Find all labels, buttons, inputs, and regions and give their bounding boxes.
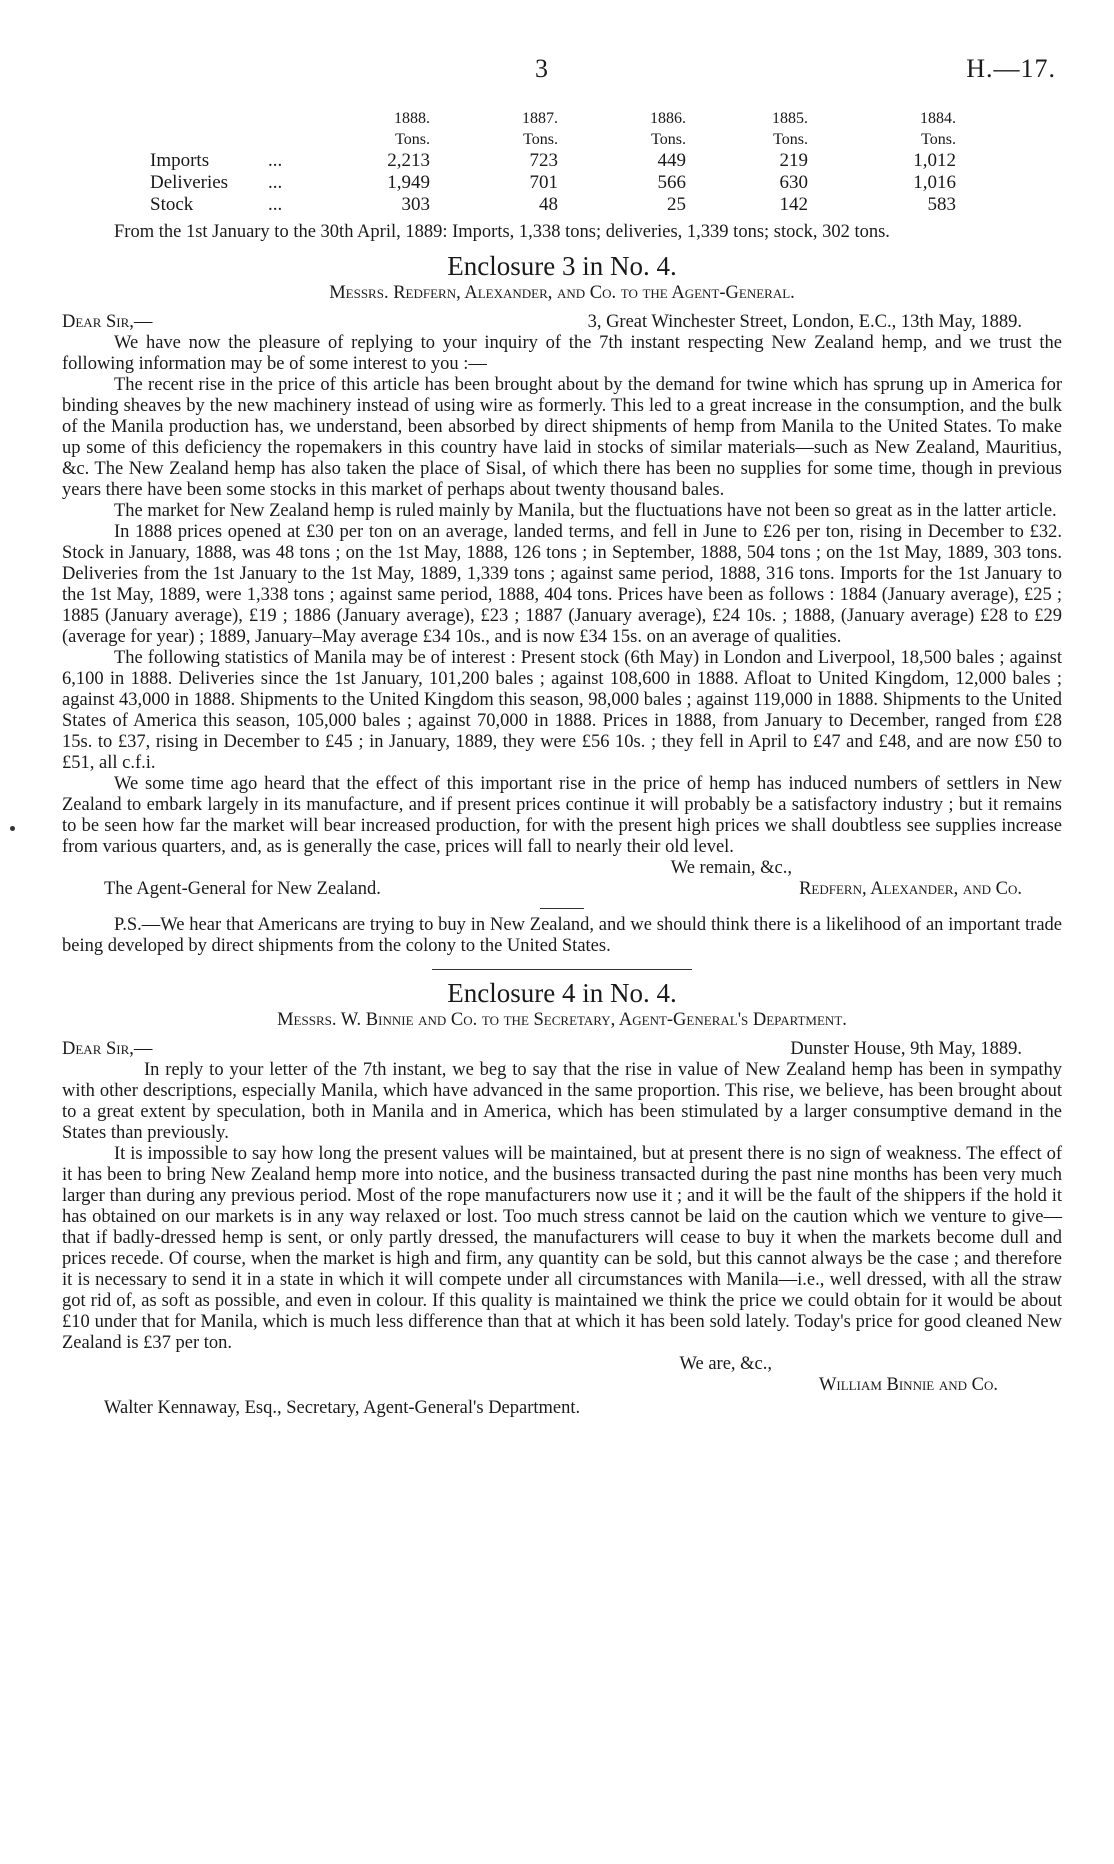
unit-header: Tons. (523, 131, 558, 148)
enclosure-3-title: Enclosure 3 in No. 4. (447, 251, 677, 281)
row-label: Imports (150, 150, 210, 171)
document-body (62, 222, 1062, 1419)
letter-paragraph: We have now the pleasure of replying to your inquiry of the 7th instant respecting New Zealand hemp, and we trust the following information may be of some interest to you :— (62, 333, 1062, 374)
letter-paragraph: It is impossible to say how long the present values will be maintained, but at present there is no sign of weakness. The effect of it has been to bring New Zealand hemp more into notice, and the business transacted during the past nine months has been very much larger than during any previous period. Most of the rope manufacturers now use it ; and it will be the fault of the shippers if the hold it has obtained on our markets is in any way relaxed or lost. Too much stress cannot be laid on the caution which we venture to give—that if badly-dressed hemp is sent, or only partly dressed, the manufacturers will cease to buy it when the markets become dull and prices recede. Of course, when the market is high and firm, any quantity can be sold, but this cannot always be the case ; and therefore it is necessary to send it in a state in which it will compete under all circumstances with Manila—i.e., well dressed, with all the straw got rid of, as soft as possible, and even in colour. If this quality is maintained we think the price we could obtain for it would be about £10 under that for Manila, which is much less difference than that at which it has been sold lately. Today's price for good cleaned New Zealand is £37 per ton. (62, 1144, 1062, 1353)
year-header: 1886. (650, 110, 686, 127)
table-cell: 48 (539, 194, 558, 215)
enclosure-3-salutation-line (62, 312, 1062, 333)
table-unit-row (150, 129, 956, 150)
signature: Redfern, Alexander, and Co. (799, 879, 1022, 899)
row-leader: ... (268, 194, 283, 215)
signature: William Binnie and Co. (818, 1375, 998, 1395)
table-cell: 25 (667, 194, 686, 215)
stats-note: From the 1st January to the 30th April, 1889: Imports, 1,338 tons; deliveries, 1,339 tons; stock, 302 tons. (114, 222, 890, 242)
table-cell: 1,012 (913, 150, 956, 171)
letter-paragraph: In 1888 prices opened at £30 per ton on an average, landed terms, and fell in June to £26 per ton, rising in December to £32. Stock in January, 1888, was 48 tons ; on the 1st May, 1888, 126 tons ; in September, 1888, 504 tons ; on the 1st May, 1889, 303 tons. Deliveries from the 1st January to the 1st May, 1889, 1,339 tons ; against same period, 1888, 316 tons. Imports for the 1st January to the 1st May, 1889, were 1,338 tons ; against same period, 1888, 404 tons. Prices have been as follows : 1884 (January average), £25 ; 1885 (January average), £19 ; 1886 (January average), £23 ; 1887 (January average), £24 10s. ; 1888, (January average) £28 to £29 (average for year) ; 1889, January–May average £34 10s., and is now £34 15s. on an average of qualities. (62, 522, 1062, 647)
letter-paragraph: In reply to your letter of the 7th instant, we beg to say that the rise in value of New Zealand hemp has been in sympathy with other descriptions, especially Manila, which have advanced in the same proportion. This rise, we believe, has been brought about to a great extent by speculation, both in Manila and in America, which has been stimulated by a larger consumptive demand in the States than previously. (62, 1060, 1062, 1143)
row-leader: ... (268, 150, 283, 171)
table-row (150, 172, 956, 194)
enclosure-4-from-to: Messrs. W. Binnie and Co. to the Secretary, Agent-General's Department. (277, 1010, 847, 1030)
salutation: Dear Sir,— (62, 1039, 153, 1059)
margin-dot (10, 826, 15, 831)
table-cell: 723 (529, 150, 558, 171)
letter-paragraph: We some time ago heard that the effect of this important rise in the price of hemp has induced numbers of settlers in New Zealand to embark largely in its manufacture, and if present prices continue it will probably be a satisfactory industry ; but it remains to be seen how far the market will bear increased production, for with the present high prices we shall doubtless see supplies increase from various quarters, and, as is generally the case, prices will fall to nearly their old level. (62, 774, 1062, 857)
unit-header: Tons. (773, 131, 808, 148)
sender-address: 3, Great Winchester Street, London, E.C., 13th May, 1889. (587, 312, 1022, 332)
divider (432, 969, 692, 970)
page-header (0, 54, 1114, 94)
postscript: P.S.—We hear that Americans are trying to buy in New Zealand, and we should think there is a likelihood of an important trade being developed by direct shipments from the colony to the United States. (62, 915, 1062, 956)
table-cell: 142 (779, 194, 808, 215)
unit-header: Tons. (395, 131, 430, 148)
row-label: Stock (150, 194, 194, 215)
enclosure-3-from-to: Messrs. Redfern, Alexander, and Co. to the Agent-General. (329, 283, 795, 303)
enclosure-3-sign-line (104, 879, 1022, 900)
row-label: Deliveries (150, 172, 229, 193)
year-header: 1888. (394, 110, 430, 127)
document-reference: H.—17. (966, 54, 1056, 83)
enclosure-4-salutation-line (62, 1039, 1062, 1060)
table-row (150, 150, 956, 172)
row-leader: ... (268, 172, 283, 193)
table-cell: 630 (779, 172, 808, 193)
letter-paragraph: The recent rise in the price of this article has been brought about by the demand for twine which has sprung up in America for binding sheaves by the new machinery instead of using wire as formerly. This led to a great increase in the consumption, and the bulk of the Manila production has, we understand, been absorbed by direct shipments of hemp from Manila to the United States. To make up some of this deficiency the ropemakers in this country have laid in stocks of similar materials—such as New Zealand, Mauritius, &c. The New Zealand hemp has also taken the place of Sisal, of which there has been no supplies for some time, though in previous years there have been some stocks in this market of perhaps about twenty thousand bales. (62, 375, 1062, 500)
table-cell: 701 (529, 172, 558, 193)
table-cell: 303 (401, 194, 430, 215)
table-row (150, 194, 956, 216)
table-cell: 566 (657, 172, 686, 193)
divider (540, 908, 584, 909)
table-cell: 449 (657, 150, 686, 171)
page-number: 3 (535, 54, 548, 83)
hemp-statistics-table (150, 108, 990, 216)
year-header: 1885. (772, 110, 808, 127)
table-cell: 219 (779, 150, 808, 171)
letter-closing: We are, &c., (679, 1354, 772, 1374)
year-header: 1884. (920, 110, 956, 127)
letter-closing: We remain, &c., (670, 858, 792, 878)
year-header: 1887. (522, 110, 558, 127)
unit-header: Tons. (651, 131, 686, 148)
table-year-row (150, 108, 956, 129)
letter-paragraph: The market for New Zealand hemp is ruled mainly by Manila, but the fluctuations have not been so great as in the latter article. (114, 501, 1057, 521)
enclosure-4-title: Enclosure 4 in No. 4. (447, 978, 677, 1008)
table-cell: 583 (927, 194, 956, 215)
salutation: Dear Sir,— (62, 312, 153, 332)
table-cell: 1,016 (913, 172, 956, 193)
table-cell: 2,213 (387, 150, 430, 171)
unit-header: Tons. (921, 131, 956, 148)
sender-address: Dunster House, 9th May, 1889. (790, 1039, 1022, 1059)
table-cell: 1,949 (387, 172, 430, 193)
addressee: The Agent-General for New Zealand. (104, 879, 381, 899)
addressee: Walter Kennaway, Esq., Secretary, Agent-General's Department. (104, 1398, 581, 1418)
letter-paragraph: The following statistics of Manila may be of interest : Present stock (6th May) in London and Liverpool, 18,500 bales ; against 6,100 in 1888. Deliveries since the 1st January, 101,200 bales ; against 108,600 in 1888. Afloat to United Kingdom, 12,000 bales ; against 43,000 in 1888. Shipments to the United Kingdom this season, 98,000 bales ; against 119,000 in 1888. Shipments to the United States of America this season, 105,000 bales ; against 70,000 in 1888. Prices in 1888, from January to December, ranged from £28 15s. to £37, rising in December to £45 ; in January, 1889, they were £56 10s. ; they fell in April to £47 and £48, and are now £50 to £51, all c.f.i. (62, 648, 1062, 773)
